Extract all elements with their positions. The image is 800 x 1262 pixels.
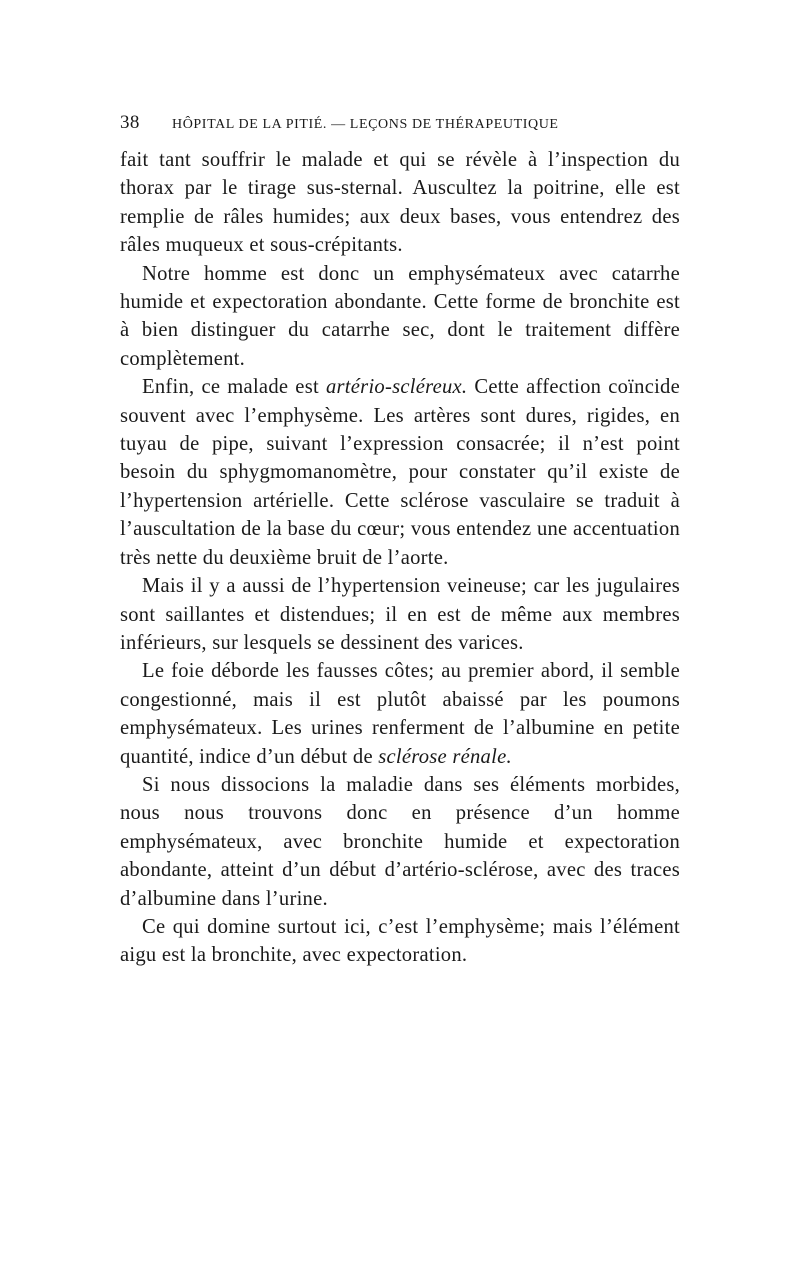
page-number: 38 xyxy=(120,112,140,133)
italic-term-sclerose-renale: sclérose rénale. xyxy=(378,745,512,768)
italic-term-arterio-sclereux: artério-scléreux. xyxy=(326,376,468,399)
paragraph-1: fait tant souffrir le malade et qui se révèle à l’inspection du thorax par le tirage sus-sternal. Auscultez la poitrine, elle est remplie de râles humides; aux deux bases, vous entendrez des râles muqueux et sous-crépitants. xyxy=(120,149,680,257)
body-text xyxy=(120,146,680,970)
paragraph-4: Mais il y a aussi de l’hypertension veineuse; car les jugulaires sont saillantes et distendues; il en est de même aux membres inférieurs, sur lesquels se dessinent des varices. xyxy=(120,575,680,654)
paragraph-2: Notre homme est donc un emphysémateux avec catarrhe humide et expectoration abondante. Cette forme de bronchite est à bien distinguer du catarrhe sec, dont le traitement diffère complètement. xyxy=(120,262,680,370)
running-title: HÔPITAL DE LA PITIÉ. — LEÇONS DE THÉRAPEUTIQUE xyxy=(172,117,559,132)
running-header xyxy=(120,112,680,146)
paragraph-7: Ce qui domine surtout ici, c’est l’emphysème; mais l’élément aigu est la bronchite, avec expectoration. xyxy=(120,915,680,967)
book-page xyxy=(120,112,680,970)
paragraph-3: Enfin, ce malade est artério-scléreux. Cette affection coïncide souvent avec l’emphysème. Les artères sont dures, rigides, en tuyau de pipe, suivant l’expression consacrée; il n’est point besoin du sphygmomanomètre, pour constater qu’il existe de l’hypertension artérielle. Cette sclérose vasculaire se traduit à l’auscultation de la base du cœur; vous entendez une accentuation très nette du deuxième bruit de l’aorte. xyxy=(120,376,680,569)
paragraph-5: Le foie déborde les fausses côtes; au premier abord, il semble congestionné, mais il est plutôt abaissé par les poumons emphysémateux. Les urines renferment de l’albumine en petite quantité, indice d’un début de sclérose rénale. xyxy=(120,660,680,768)
paragraph-6: Si nous dissocions la maladie dans ses éléments morbides, nous nous trouvons donc en présence d’un homme emphysémateux, avec bronchite humide et expectoration abondante, atteint d’un début d’artério-sclérose, avec des traces d’albumine dans l’urine. xyxy=(120,773,680,910)
